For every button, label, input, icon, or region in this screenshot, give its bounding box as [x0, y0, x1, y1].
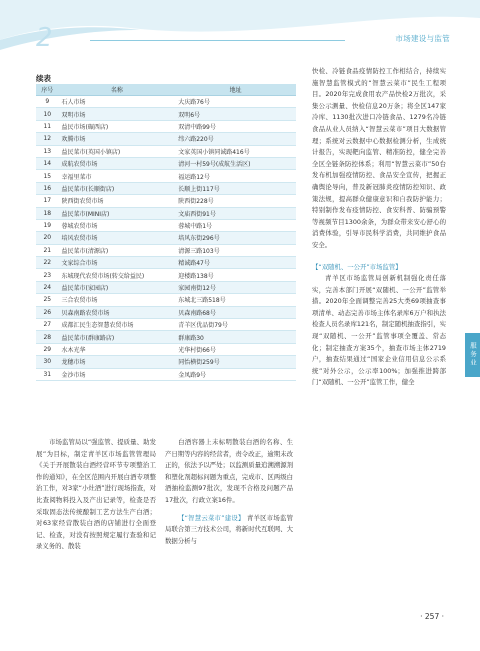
cell-name: 三合农贸市场	[59, 294, 176, 306]
cell-number: 20	[36, 232, 59, 244]
cell-name: 陕西街农贸市场	[59, 195, 176, 207]
cell-number: 12	[36, 133, 59, 145]
body-column-middle	[165, 437, 293, 547]
table-row	[36, 281, 296, 293]
paragraph-smart-market-lead: 青羊区市场监管局联合第三方技术公司，将新时代互联网、大数据分析与	[165, 513, 293, 545]
cell-number: 17	[36, 195, 59, 207]
table-row	[36, 368, 296, 380]
paragraph-smart-market-cont: 快检、冷链食品疫情防控工作相结合，持续实施智慧监管模式的“智慧云菜市”民生工程项目。2020年完成食用农产品快检2万批次，采集公示测量、快检信息20万条；将全区147家冷库、1130批次进口冷链食品、1279名冷链食品从业人员纳入“智慧云菜市”项目大数据管理；系统对云数据中心数据检测分析，生成统计报告，实现靶向监管、精准防控，健全完善全区全链条防控体系；利用“智慧云菜市”50台发布机加强疫情防控、食品安全宣传，把握正确舆论导向，普及新冠肺炎疫情防控知识、政策法规，提高群众健康意识和自我防护能力；特别制作发布疫情防控、食安科普、防骗预警等视频节目1300余条，为群众带来安心舒心的消费体验，引导市民科学消费，共同维护食品安全。	[312, 67, 446, 249]
table-row	[36, 232, 296, 244]
table-row	[36, 319, 296, 331]
cell-address: 纬六路220号	[175, 133, 296, 145]
cell-number: 26	[36, 306, 59, 318]
cell-number: 25	[36, 294, 59, 306]
cell-number: 31	[36, 368, 59, 380]
cell-name: 欢腾市场	[59, 133, 176, 145]
cell-address: 金凤路9号	[175, 368, 296, 380]
cell-name: 益民菜市(家园店)	[59, 281, 176, 293]
table-row	[36, 195, 296, 207]
cell-number: 15	[36, 170, 59, 182]
col-header-number: 序号	[36, 84, 59, 96]
cell-name: 益民菜市(群康路店)	[59, 331, 176, 343]
table-caption: 续表	[36, 74, 51, 83]
cell-name: 石人市场	[59, 96, 176, 108]
cell-number: 28	[36, 331, 59, 343]
cell-number: 10	[36, 108, 59, 120]
table-row	[36, 182, 296, 194]
cell-name: 文家综合市场	[59, 257, 176, 269]
cell-address: 长顺上街117号	[175, 182, 296, 194]
cell-number: 27	[36, 319, 59, 331]
table-row	[36, 96, 296, 108]
cell-name: 益民菜市(MINI店)	[59, 207, 176, 219]
cell-name: 益民菜市(清源店)	[59, 244, 176, 256]
cell-name: 成航农贸市场	[59, 157, 176, 169]
table-row	[36, 244, 296, 256]
cell-number: 21	[36, 244, 59, 256]
table-row	[36, 306, 296, 318]
cell-name: 东城现代农贸市场(转交给益民)	[59, 269, 176, 281]
table-row	[36, 343, 296, 355]
table-row	[36, 207, 296, 219]
table-row	[36, 331, 296, 343]
page-number: · 257 ·	[420, 612, 444, 621]
cell-address: 群康路30	[175, 331, 296, 343]
cell-address: 蓉城中路1号	[175, 219, 296, 231]
table-row	[36, 120, 296, 132]
table-row	[36, 108, 296, 120]
cell-address: 精诚路47号	[175, 257, 296, 269]
cell-name: 培风农贸市场	[59, 232, 176, 244]
cell-address: 同怡横街259号	[175, 356, 296, 368]
cell-name: 益民市场(碾西店)	[59, 120, 176, 132]
paragraph-liquor: 市场监管局以“强监管、提质量、助发展”为目标，制定青羊区市场监管管理局《关于开展散装白酒经营环节专项整治工作的通知》，在全区范围内开展白酒专项整治工作，对3家“小灶酒”进行现场指查，对比查阅物料投入及产出记录等，检查是否采取固态法传统酿制工艺方法生产白酒；对63家经营散装白酒的店铺进行全面登记、检查，对没有按照规定履行查验和记录义务的、散装	[36, 438, 156, 551]
cell-address: 光华村街66号	[175, 343, 296, 355]
cell-address: 贝森南路68号	[175, 306, 296, 318]
header-decoration	[0, 0, 480, 56]
cell-number: 13	[36, 145, 59, 157]
cell-number: 18	[36, 207, 59, 219]
paragraph-double-random: 青羊区市场监管局创新机制强化责任落实，完善本部门开展“双随机、一公开”监管举措。2020年全面调整完善25大类69项抽查事项清单、动态完善市场主体名录库6万户和执法检查人员名录库121名，制定随机抽查指引，实现“双随机、一公开”监管事项全覆盖、常态化；制定抽查方案35个，抽查市场主体2719户，抽查结果通过“国家企业信用信息公示系统”对外公示，公示率100%；加强推进跨部门“双随机、一公开”监管工作，健全	[312, 274, 446, 387]
table-row	[36, 219, 296, 231]
cell-address: 培风东街296号	[175, 232, 296, 244]
cell-name: 成都汇民生态智慧农贸市场	[59, 319, 176, 331]
cell-address: 文庙西街91号	[175, 207, 296, 219]
cell-name: 蓉城农贸市场	[59, 219, 176, 231]
table-row	[36, 269, 296, 281]
cell-name: 金沙市场	[59, 368, 176, 380]
cell-name: 贝森南路农贸市场	[59, 306, 176, 318]
cell-number: 19	[36, 219, 59, 231]
table-row	[36, 257, 296, 269]
cell-address: 文家英国小镇同诚路416号	[175, 145, 296, 157]
cell-address: 东城北三路518号	[175, 294, 296, 306]
body-column-right	[312, 66, 446, 389]
cell-number: 22	[36, 257, 59, 269]
cell-address: 双明6号	[175, 108, 296, 120]
cell-address: 清河一村59号(成航生活区)	[175, 157, 296, 169]
cell-name: 龙穗市场	[59, 356, 176, 368]
page-header	[0, 0, 480, 56]
cell-address: 家园南街12号	[175, 281, 296, 293]
cell-address: 迎楼路138号	[175, 269, 296, 281]
cell-address: 清源三路103号	[175, 244, 296, 256]
cell-number: 30	[36, 356, 59, 368]
table-row	[36, 356, 296, 368]
cell-number: 16	[36, 182, 59, 194]
cell-address: 福运路12号	[175, 170, 296, 182]
market-table	[36, 84, 296, 381]
table-row	[36, 170, 296, 182]
cell-address: 陕西街228号	[175, 195, 296, 207]
cell-number: 11	[36, 120, 59, 132]
table-row	[36, 157, 296, 169]
cell-address: 双清中路99号	[175, 120, 296, 132]
cell-address: 大庆路76号	[175, 96, 296, 108]
cell-number: 14	[36, 157, 59, 169]
table-header-row	[36, 84, 296, 96]
header-rule	[90, 40, 345, 41]
cell-number: 24	[36, 281, 59, 293]
cell-address: 青羊区优品街79号	[175, 319, 296, 331]
section-side-tab: 服务业	[465, 333, 480, 377]
col-header-address: 地址	[175, 84, 296, 96]
table-row	[36, 294, 296, 306]
col-header-name: 名称	[59, 84, 176, 96]
cell-number: 29	[36, 343, 59, 355]
subhead-smart-market: 【“智慧云菜市”建设】	[178, 513, 245, 522]
section-title: 市场建设与监管	[395, 34, 450, 43]
cell-number: 9	[36, 96, 59, 108]
table-row	[36, 133, 296, 145]
cell-name: 益民菜市(英国小镇店)	[59, 145, 176, 157]
svg-text:2: 2	[36, 23, 53, 53]
cell-name: 双明市场	[59, 108, 176, 120]
paragraph-smart-market	[165, 513, 293, 548]
subhead-double-random: 【“双随机、一公开”市场监管】	[312, 262, 402, 271]
cell-number: 23	[36, 269, 59, 281]
cell-name: 水木光华	[59, 343, 176, 355]
table-row	[36, 145, 296, 157]
cell-name: 幸福里菜市	[59, 170, 176, 182]
body-column-left	[36, 437, 156, 553]
paragraph-liquor-cont: 白酒容器上未标明散装白酒的名称、生产日期等内容的经营者，责令改正，逾期未改正的，依法予以严处；以监测质量追溯溯源剂和塑化剂超标问题为重点，完成市、区两级白酒抽检监测97批次，发现不合格及问题产品17批次，行政立案16件。	[165, 438, 293, 504]
cell-name: 益民菜市(长顺街店)	[59, 182, 176, 194]
